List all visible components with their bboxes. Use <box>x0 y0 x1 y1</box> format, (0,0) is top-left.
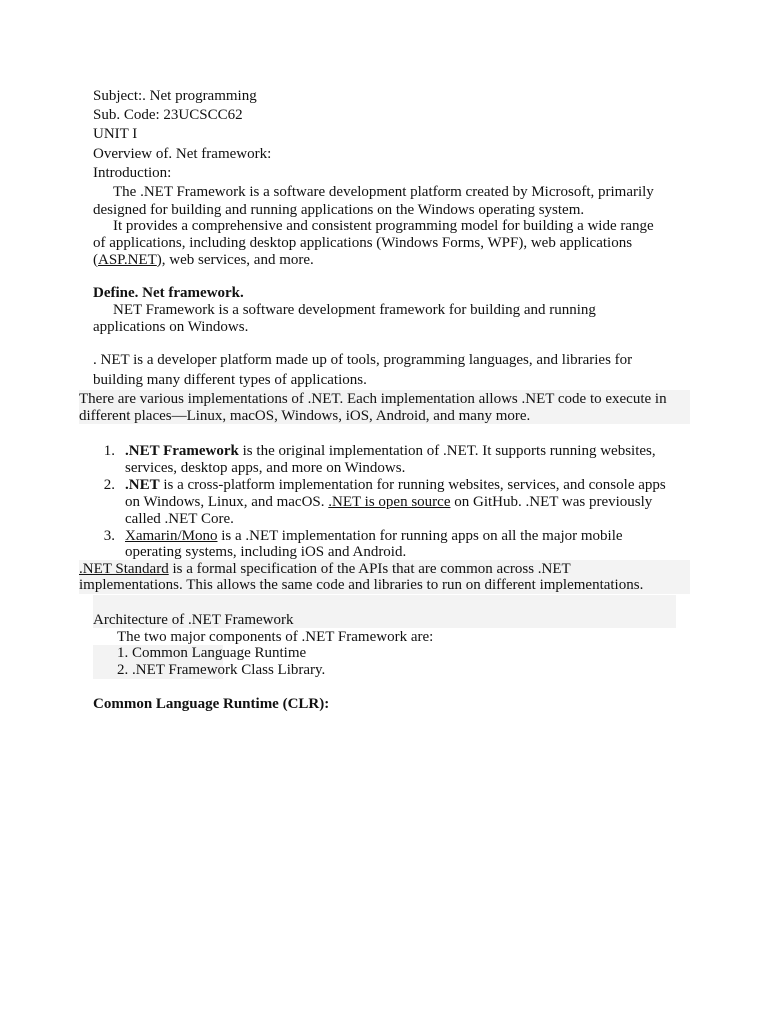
standard-line2: implementations. This allows the same code and libraries to run on different implementations. <box>79 577 644 593</box>
list-item-1-number: 1. <box>103 443 115 459</box>
architecture-heading: Architecture of .NET Framework <box>93 612 294 628</box>
standard-line1-text: is a formal specification of the APIs that are common across .NET <box>168 561 571 577</box>
standard-line1 <box>79 561 689 578</box>
intro-p1-line2: designed for building and running applications on the Windows operating system. <box>93 202 585 218</box>
list-item-2-bold: .NET <box>125 477 160 493</box>
define-line2: applications on Windows. <box>93 319 249 335</box>
net-standard-link[interactable]: .NET Standard <box>79 561 169 577</box>
introduction-heading: Introduction: <box>93 165 172 181</box>
define-heading: Define. Net framework. <box>93 285 244 301</box>
architecture-item-1: 1. Common Language Runtime <box>117 645 307 661</box>
intro-p2-line1: It provides a comprehensive and consistent programming model for building a wide range <box>113 218 654 234</box>
list-item-2-number: 2. <box>103 477 115 493</box>
list-item-3-text: is a .NET implementation for running apps on all the major mobile <box>217 528 623 544</box>
sub-code-line: Sub. Code: 23UCSCC62 <box>93 107 243 123</box>
unit-line: UNIT I <box>93 126 138 142</box>
intro-p1-line1: The .NET Framework is a software development platform created by Microsoft, primarily <box>113 184 654 200</box>
xamarin-mono-link[interactable]: Xamarin/Mono <box>125 528 218 544</box>
list-item-1-line2: services, desktop apps, and more on Windows. <box>125 460 406 476</box>
intro-p2-line3 <box>93 252 314 269</box>
list-item-3-line1 <box>125 528 623 545</box>
list-item-1-bold: .NET Framework <box>125 443 239 459</box>
define-line1: NET Framework is a software development framework for building and running <box>113 302 596 318</box>
intro-p2-line3-pre: ( <box>93 252 98 268</box>
clr-heading: Common Language Runtime (CLR): <box>93 696 330 712</box>
architecture-intro: The two major components of .NET Framework are: <box>117 629 434 645</box>
intro-p2-line3-post: ), web services, and more. <box>156 252 314 268</box>
list-item-1-line1 <box>125 443 656 460</box>
list-item-3-line2: operating systems, including iOS and Android. <box>125 544 407 560</box>
implementations-line1: There are various implementations of .NET. Each implementation allows .NET code to execute in <box>79 391 667 407</box>
overview-heading: Overview of. Net framework: <box>93 146 272 162</box>
list-item-3-number: 3. <box>103 528 115 544</box>
list-item-2-line2-pre: on Windows, Linux, and macOS. <box>125 494 329 510</box>
aspnet-link[interactable]: ASP.NET <box>98 252 157 268</box>
platform-line2: building many different types of applications. <box>93 372 367 388</box>
list-item-2-line2 <box>125 494 652 511</box>
platform-line1: . NET is a developer platform made up of tools, programming languages, and libraries for <box>93 352 633 368</box>
list-item-2-text: is a cross-platform implementation for running websites, services, and console apps <box>159 477 666 493</box>
architecture-item-2: 2. .NET Framework Class Library. <box>117 662 326 678</box>
list-item-2-line2-post: on GitHub. .NET was previously <box>450 494 653 510</box>
implementations-line2: different places—Linux, macOS, Windows, iOS, Android, and many more. <box>79 408 531 424</box>
list-item-2-line3: called .NET Core. <box>125 511 234 527</box>
list-item-2-line1 <box>125 477 666 494</box>
subject-line: Subject:. Net programming <box>93 88 257 104</box>
list-item-1-text: is the original implementation of .NET. It supports running websites, <box>238 443 656 459</box>
open-source-link[interactable]: .NET is open source <box>328 494 451 510</box>
intro-p2-line2: of applications, including desktop applications (Windows Forms, WPF), web applications <box>93 235 633 251</box>
